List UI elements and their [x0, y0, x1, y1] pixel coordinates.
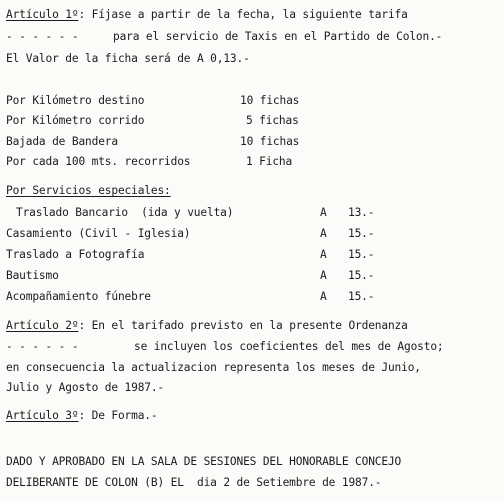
special-item-label-1: Casamiento (Civil - Iglesia) [6, 227, 191, 240]
rate-value-1: 5 fichas [246, 114, 299, 127]
article-2-text-3: en consecuencia la actualizacion representa los meses de Junio, [6, 361, 421, 374]
rate-value-0: 10 fichas [240, 94, 300, 107]
special-item-currency-4: A [320, 290, 327, 303]
article-1-line-1 [6, 8, 408, 22]
special-item-label-2: Traslado a Fotografía [6, 248, 145, 261]
article-2-heading: Artículo 2º [6, 319, 79, 332]
article-1-text-2: para el servicio de Taxis en el Partido de Colon.- [113, 30, 443, 43]
special-item-label-3: Bautismo [6, 269, 59, 282]
article-2-text-2: se incluyen los coeficientes del mes de Agosto; [134, 340, 444, 353]
special-item-currency-2: A [320, 248, 327, 261]
article-2-line-1 [6, 319, 408, 333]
article-3-heading: Artículo 3º [6, 409, 79, 422]
article-2-text-1: : En el tarifado previsto en la presente Ordenanza [78, 319, 408, 332]
article-2-dashes: - - - - - - [6, 340, 79, 353]
special-item-amount-2: 15.- [348, 248, 375, 261]
special-item-currency-0: A [320, 206, 327, 219]
special-services-heading: Por Servicios especiales: [6, 184, 171, 197]
rate-label-0: Por Kilómetro destino [6, 94, 145, 107]
special-item-amount-3: 15.- [348, 269, 375, 282]
rate-label-3: Por cada 100 mts. recorridos [6, 155, 191, 168]
closing-line-1: DADO Y APROBADO EN LA SALA DE SESIONES DEL HONORABLE CONCEJO [6, 455, 402, 468]
special-item-amount-1: 15.- [348, 227, 375, 240]
special-item-currency-3: A [320, 269, 327, 282]
article-2-text-4: Julio y Agosto de 1987.- [6, 381, 165, 394]
special-item-label-0: Traslado Bancario (ida y vuelta) [16, 206, 234, 219]
article-3-text: : De Forma.- [78, 409, 158, 422]
special-item-amount-0: 13.- [348, 206, 375, 219]
rate-value-2: 10 fichas [240, 135, 300, 148]
article-1-text-3: El Valor de la ficha será de A 0,13.- [6, 52, 250, 65]
special-item-amount-4: 15.- [348, 290, 375, 303]
special-item-currency-1: A [320, 227, 327, 240]
article-1-dashes: - - - - - - [6, 30, 79, 43]
article-1-text-1: : Fíjase a partir de la fecha, la siguiente tarifa [78, 8, 408, 21]
article-1-heading: Artículo 1º [6, 8, 79, 21]
special-item-label-4: Acompañamiento fúnebre [6, 290, 151, 303]
article-3-line [6, 409, 157, 423]
rate-value-3: 1 Ficha [246, 155, 293, 168]
closing-line-2: DELIBERANTE DE COLON (B) EL dia 2 de Setiembre de 1987.- [6, 476, 382, 489]
rate-label-2: Bajada de Bandera [6, 135, 118, 148]
rate-label-1: Por Kilómetro corrido [6, 114, 145, 127]
